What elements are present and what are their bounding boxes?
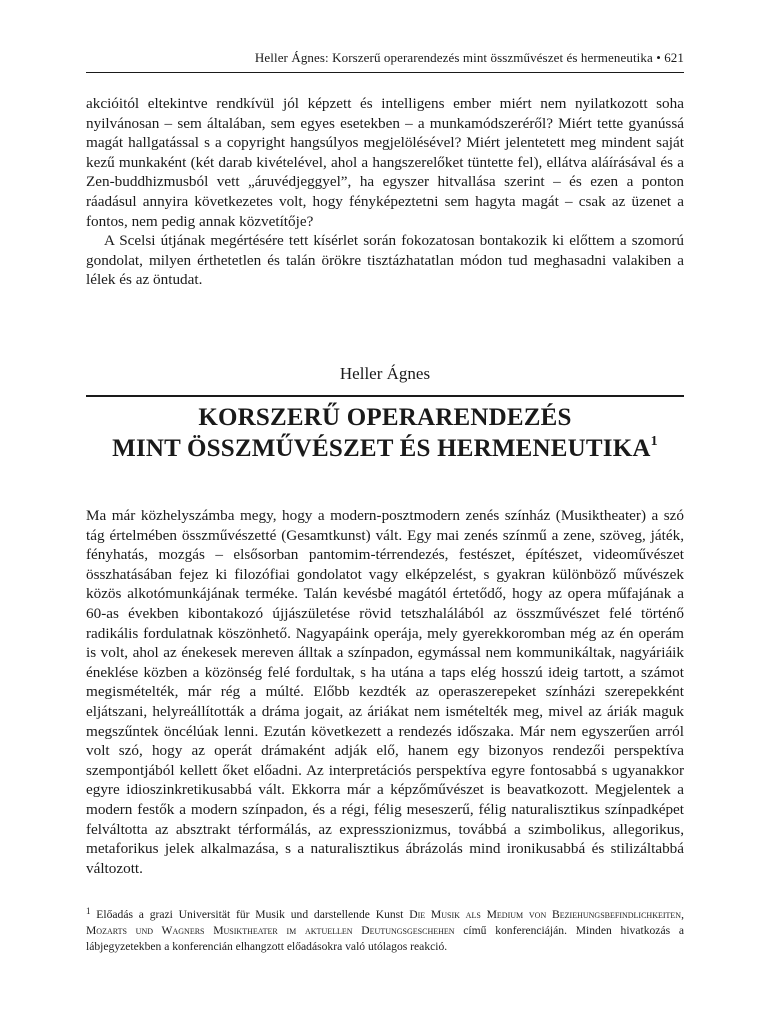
article-author: Heller Ágnes: [339, 364, 431, 383]
header-rule: [86, 72, 684, 73]
intro-paragraph: akcióitól eltekintve rendkívül jól képzett és intelligens ember miért nem nyilatkozott soha nyilvánosan – sem általában, sem egyes esetekben – a munkamódszeréről? Miért tette gyanússá magát hallgatással s a copyright hangsúlyos megjelölésével? Miért jelentetett meg mindent saját kezű munkaként (két darab kivételével, ahol a hangszerelőket tüntette fel), ellátva aláírásával és a Zen-buddhizmusból vett „áruvédjeggyel”, ha egyszer hitvallása szerint – és ezen a ponton ráadásul annyira következetes volt, hogy fényképeztetni sem hagyta magát – csak az üzenet a fontos, nem pedig annak közvetítője?: [86, 95, 684, 230]
title-rule: [86, 395, 684, 397]
intro-paragraph: A Scelsi útjának megértésére tett kísérlet során fokozatosan bontakozik ki előttem a szomorú gondolat, milyen érthetetlen és talán örökre tisztázhatatlan módon tud meghasadni valakiben a lélek és az öntudat.: [86, 232, 684, 289]
footnote-lead: Előadás a grazi Universität für Musik und darstellende Kunst: [90, 908, 410, 921]
title-line-2: MINT ÖSSZMŰVÉSZET ÉS HERMENEUTIKA: [112, 435, 651, 462]
footnote-tail: című konferenciáján. Minden hivatkozás a lábjegyzetekben a konferencián elhangzott előadásokra való utólagos reakció.: [86, 924, 684, 953]
footnote-mark: 1: [86, 906, 91, 916]
footnote: [86, 907, 684, 955]
title-line-1: KORSZERŰ OPERARENDEZÉS: [198, 404, 572, 431]
intro-text: [86, 94, 684, 290]
title-footnote-mark[interactable]: 1: [650, 434, 658, 449]
article-body: [86, 506, 684, 878]
running-head: Heller Ágnes: Korszerű operarendezés mint összművészet és hermeneutika • 621: [254, 50, 684, 65]
body-paragraph: Ma már közhelyszámba megy, hogy a modern-posztmodern zenés színház (Musiktheater) a szó tág értelmében összművészetté (Gesamtkunst) vált. Egy mai zenés színmű a zene, szöveg, játék, fényhatás, mozgás – elsősorban pantomim-térrendezés, festészet, építészet, videoművészet összhatásában fejez ki filozófiai gondolatot vagy elképzelést, s gyakran különböző művészek közös alkotómunkájának terméke. Talán kevésbé magától értetődő, hogy az opera műfajának a 60-as években kibontakozó újjászületése rövid tetszhalálából az összművészet felé történő radikális fordulatnak köszönhető. Nagyapáink operája, mely gyerekkoromban még az én operám is volt, ahol az énekesek mereven álltak a színpadon, egymással nem kommunikáltak, nagyáriáik éneklése közben a közönség felé fordultak, s ha utána a taps elég hosszú ideig tartott, a számot megismételték, már rég a múlté. Előbb kezdték az operaszerepeket színházi szerepekként eljátszani, helyreállították a dráma jogait, az áriákat nem ismételték meg, mivel az áriák maguk megszűntek öncélúak lenni. Ezután következett a rendezés időszaka. Már nem egyszerűen arról volt szó, hogy az operát drámaként adják elő, hanem egy bizonyos rendezői perspektíva szempontjából kellett őket előadni. Az interpretációs perspektíva egyre fontosabbá s ugyanakkor egyre idioszinkretikusabbá vált. Ekkorra már a képzőművészet is beavatkozott. Megjelentek a modern festők a modern színpadon, és a régi, félig meseszerű, félig naturalisztikus színpadképet felváltotta az absztrakt térformálás, az expresszionizmus, továbbá a szimbolikus, allegorikus, metaforikus jelek alkalmazása, s a naturalisztikus ábrázolás mind ironikusabbá és stilizáltabbá változott.: [86, 507, 684, 877]
footnote-conference-title: Die Musik als Medium von Beziehungsbefindlichkeiten, Mozarts und Wagners Musiktheater im aktuellen Deutungsgeschehen: [86, 908, 684, 937]
article-title: [86, 402, 684, 464]
